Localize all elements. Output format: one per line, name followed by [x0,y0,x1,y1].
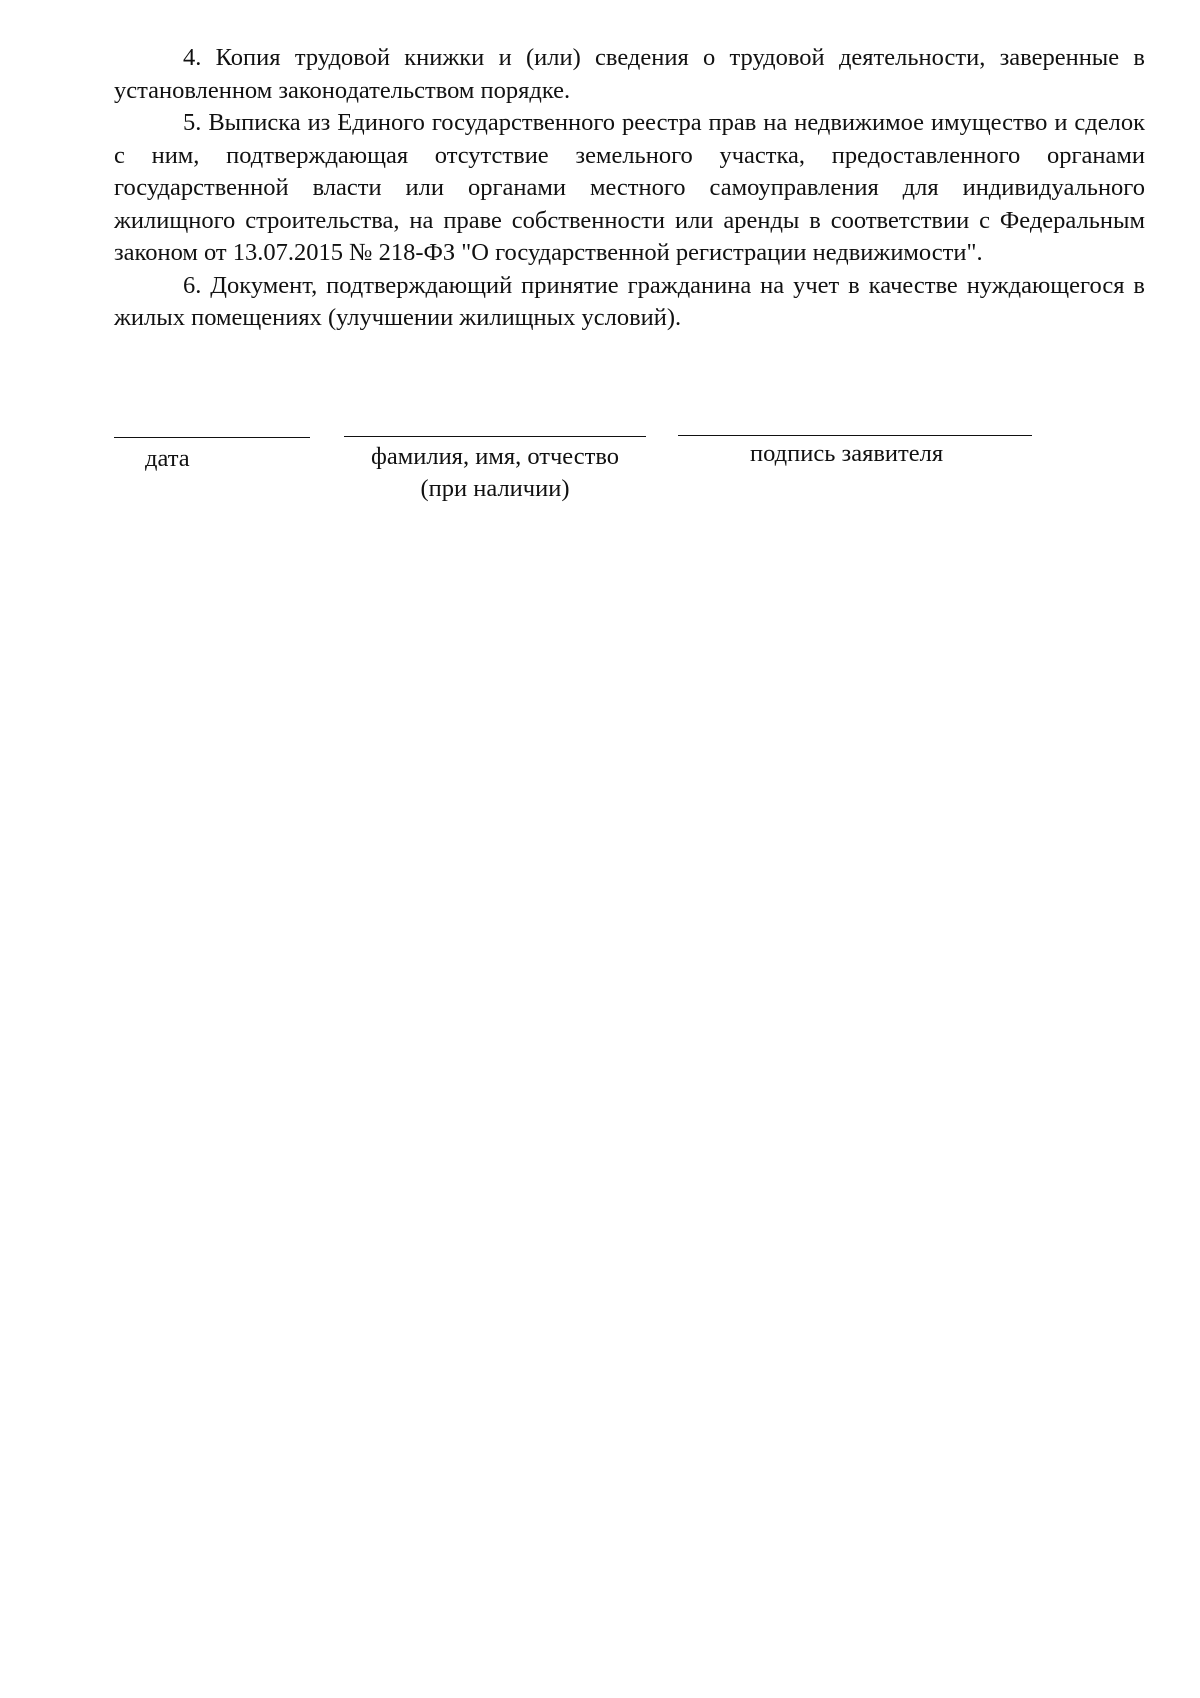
full-name-note: (при наличии) [420,475,570,502]
paragraph-item-4: 4. Копия трудовой книжки и (или) сведения о трудовой деятельности, заверенные в установленном законодательством порядке. [114,44,1145,104]
full-name-signature-line [344,436,646,437]
applicant-signature-label: подпись заявителя [750,440,944,467]
date-label: дата [145,445,190,472]
applicant-signature-line [678,435,1032,436]
document-body [114,42,1145,335]
full-name-label: фамилия, имя, отчество [370,443,620,470]
paragraph-item-5: 5. Выписка из Единого государственного реестра прав на недвижимое имущество и сделок с ним, подтверждающая отсутствие земельного участка, предоставленного органами государственной власти или органами местного самоуправления для индивидуального жилищного строительства, на праве собственности или аренды в соответствии с Федеральным законом от 13.07.2015 № 218-ФЗ "О государственной регистрации недвижимости". [114,109,1145,266]
date-signature-line [114,437,310,438]
paragraph-item-6: 6. Документ, подтверждающий принятие гражданина на учет в качестве нуждающегося в жилых помещениях (улучшении жилищных условий). [114,271,1145,331]
